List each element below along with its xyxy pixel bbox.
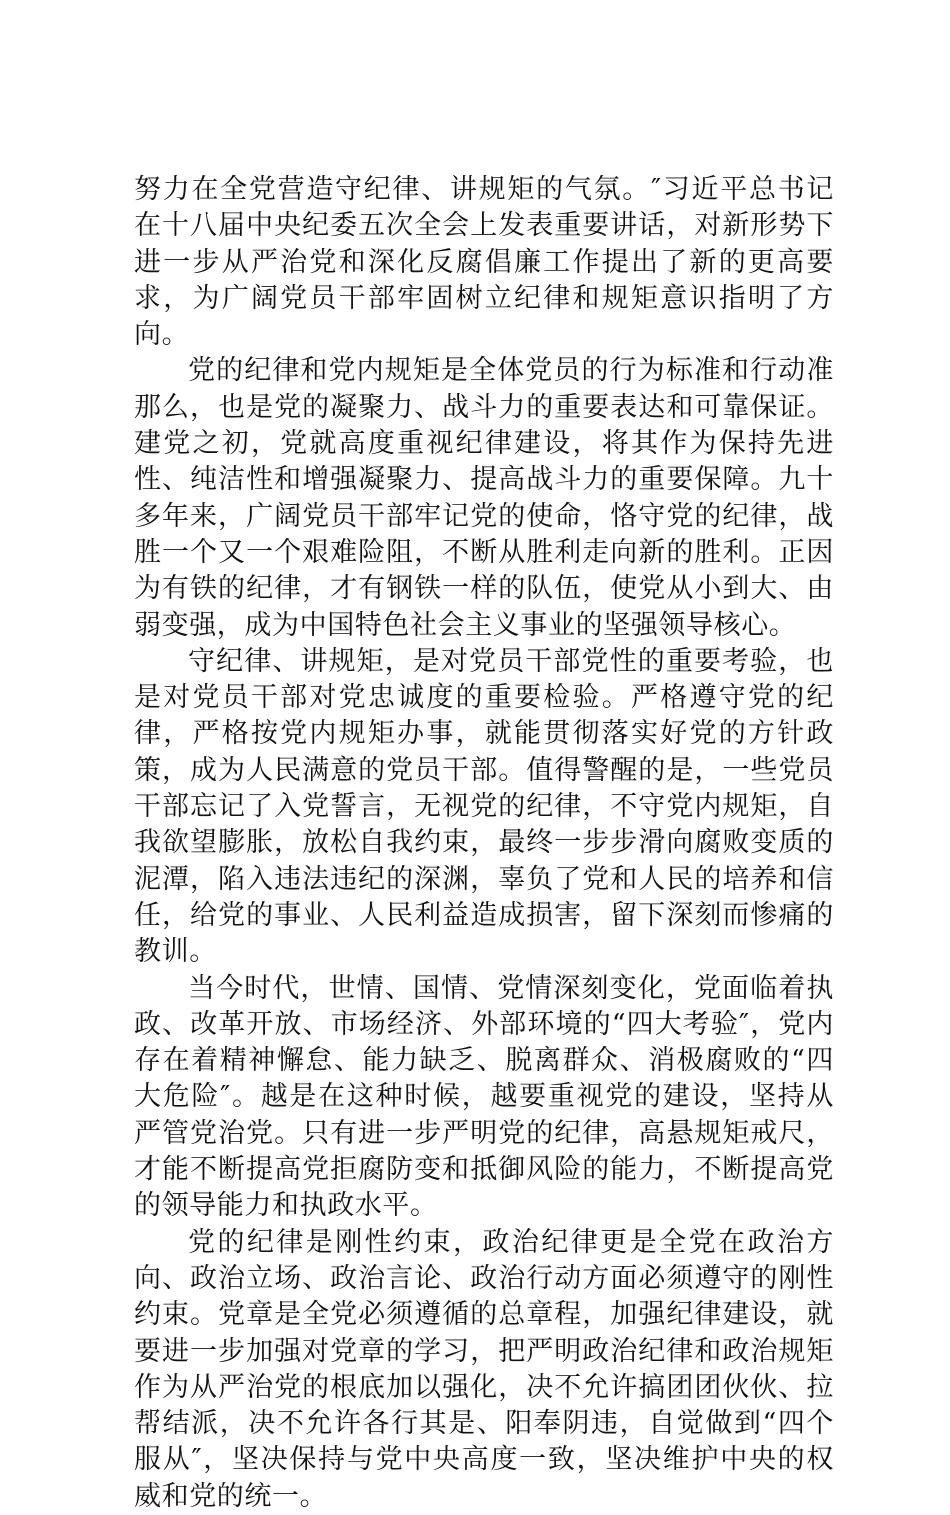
paragraph-5: 党的纪律是刚性约束，政治纪律更是全党在政治方向、政治立场、政治言论、政治行动方面必须遵守的刚性约束。党章是全党必须遵循的总章程，加强纪律建设，就要进一步加强对党章的学习，把严明政治纪律和政治规矩作为从严治党的根底加以强化，决不允许搞团团伙伙、拉帮结派，决不允许各行其是、阳奉阴违，自觉做到“四个服从″，坚决保持与党中央高度一致，坚决维护中央的权威和党的统一。 <box>134 1226 834 1512</box>
document-body <box>134 172 834 1515</box>
paragraph-4: 当今时代，世情、国情、党情深刻变化，党面临着执政、改革开放、市场经济、外部环境的“四大考验″，党内存在着精神懈怠、能力缺乏、脱离群众、消极腐败的“四大危险″。越是在这种时候，越要重视党的建设，坚持从严管党治党。只有进一步严明党的纪律，高悬规矩戒尺，才能不断提高党拒腐防变和抵御风险的能力，不断提高党的领导能力和执政水平。 <box>134 972 834 1222</box>
paragraph-2: 党的纪律和党内规矩是全体党员的行为标准和行动准那么，也是党的凝聚力、战斗力的重要表达和可靠保证。建党之初，党就高度重视纪律建设，将其作为保持先进性、纯洁性和增强凝聚力、提高战斗力的重要保障。九十多年来，广阔党员干部牢记党的使命，恪守党的纪律，战胜一个又一个艰难险阻，不断从胜利走向新的胜利。正因为有铁的纪律，才有钢铁一样的队伍，使党从小到大、由弱变强，成为中国特色社会主义事业的坚强领导核心。 <box>134 355 834 641</box>
paragraph-3: 守纪律、讲规矩，是对党员干部党性的重要考验，也是对党员干部对党忠诚度的重要检验。严格遵守党的纪律，严格按党内规矩办事，就能贯彻落实好党的方针政策，成为人民满意的党员干部。值得警醒的是，一些党员干部忘记了入党誓言，无视党的纪律，不守党内规矩，自我欲望膨胀，放松自我约束，最终一步步滑向腐败变质的泥潭，陷入违法违纪的深渊，辜负了党和人民的培养和信任，给党的事业、人民利益造成损害，留下深刻而惨痛的教训。 <box>134 645 834 968</box>
paragraph-1: 努力在全党营造守纪律、讲规矩的气氛。″习近平总书记在十八届中央纪委五次全会上发表重要讲话，对新形势下进一步从严治党和深化反腐倡廉工作提出了新的更高要求，为广阔党员干部牢固树立纪律和规矩意识指明了方向。 <box>134 174 834 351</box>
